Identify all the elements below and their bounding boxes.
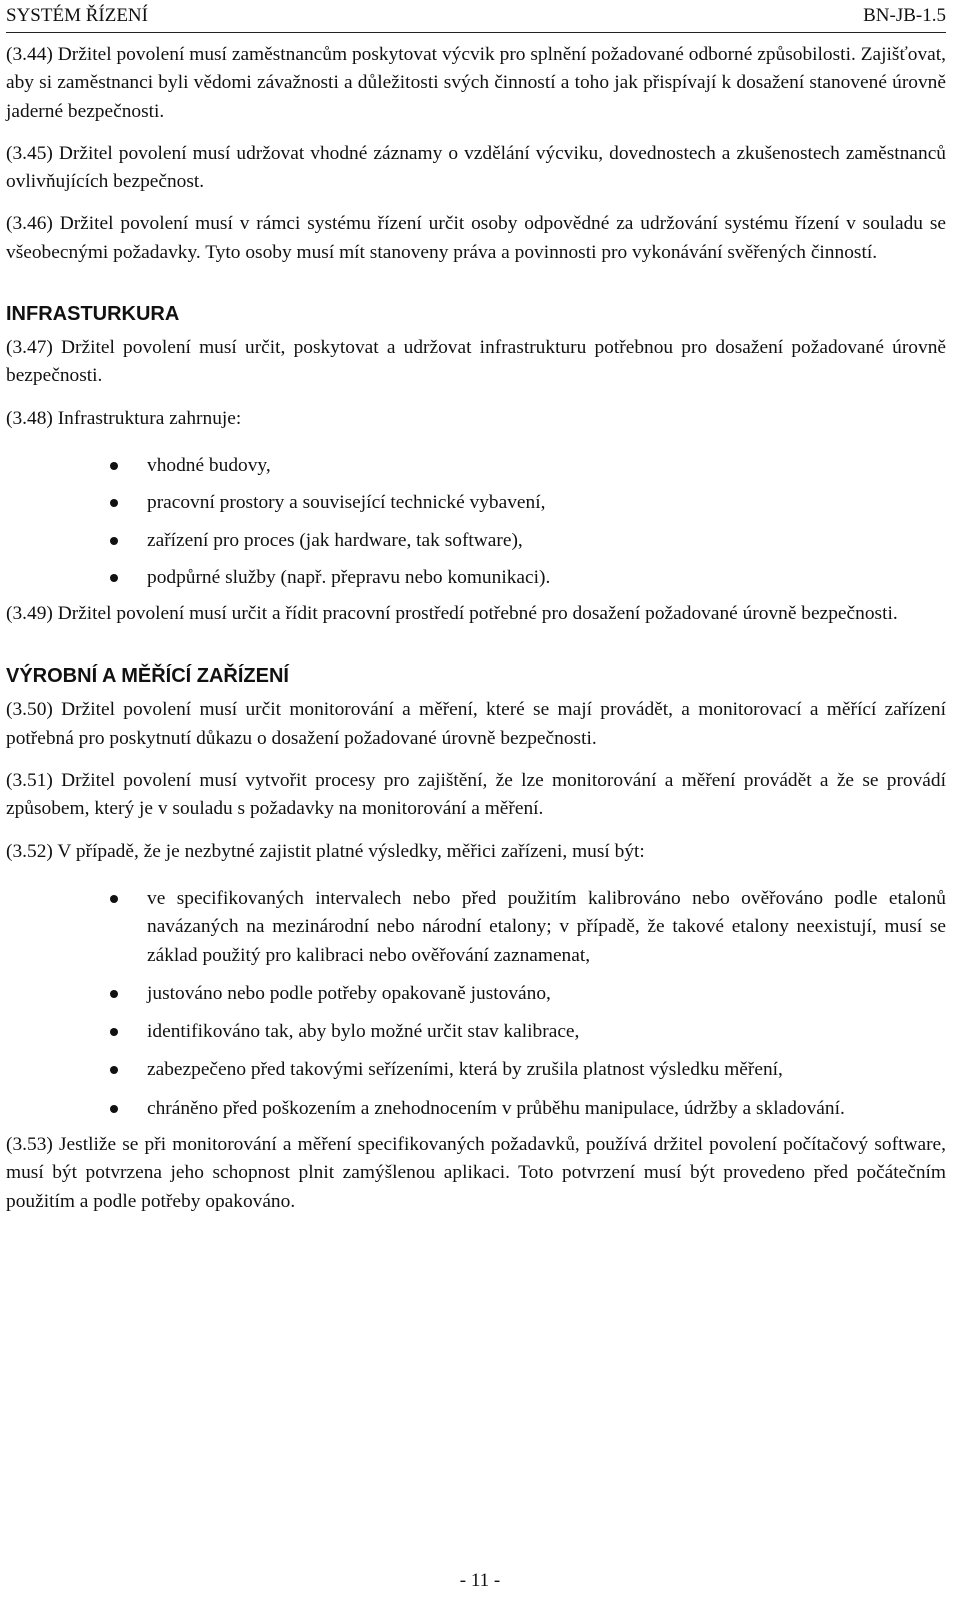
list-item: justováno nebo podle potřeby opakovaně justováno, [6,980,946,1008]
bullet-icon [110,990,118,998]
list-item: pracovní prostory a související technické vybavení, [6,489,946,517]
paragraph-3-53: (3.53) Jestliže se při monitorování a měření specifikovaných požadavků, používá držitel povolení počítačový software, musí být potvrzena jeho schopnost plnit zamýšlenou aplikaci. Toto potvrzení musí být provedeno před počátečním použitím a podle potřeby opakováno. [6,1134,946,1212]
list-item: zařízení pro proces (jak hardware, tak software), [6,527,946,555]
paragraph-3-48: (3.48) Infrastruktura zahrnuje: [6,407,242,429]
page-header [6,2,946,30]
list-item: zabezpečeno před takovými seřízeními, která by zrušila platnost výsledku měření, [6,1056,946,1084]
list-item: identifikováno tak, aby bylo možné určit stav kalibrace, [6,1018,946,1046]
paragraph-3-47: (3.47) Držitel povolení musí určit, poskytovat a udržovat infrastrukturu potřebnou pro dosažení požadované úrovně bezpečnosti. [6,337,946,387]
list-item: ve specifikovaných intervalech nebo před použitím kalibrováno nebo ověřováno podle etalonů navázaných na mezinárodní nebo národní etalony; v případě, že takové etalony neexistují, musí se základ použitý pro kalibraci nebo ověřování zaznamenat, [6,885,946,970]
header-title: SYSTÉM ŘÍZENÍ [6,5,148,26]
header-doc-code: BN-JB-1.5 [863,5,946,26]
paragraph-3-49: (3.49) Držitel povolení musí určit a řídit pracovní prostředí potřebné pro dosažení požadované úrovně bezpečnosti. [6,603,898,625]
section-heading-infrastructure: INFRASTURKURA [6,303,180,326]
bullet-icon [110,895,118,903]
measuring-equipment-list [6,885,946,1123]
paragraph-3-44: (3.44) Držitel povolení musí zaměstnancům poskytovat výcvik pro splnění požadované odborné způsobilosti. Zajišťovat, aby si zaměstnanci byli vědomi závažnosti a důležitosti svých činností a toho jak přispívají k dosažení stanovené úrovně jaderné bezpečnosti. [6,44,946,122]
paragraph-3-45: (3.45) Držitel povolení musí udržovat vhodné záznamy o vzdělání výcviku, dovednostech a zkušenostech zaměstnanců ovlivňujících bezpečnost. [6,142,946,193]
list-item: vhodné budovy, [6,452,946,480]
bullet-icon [110,1066,118,1074]
bullet-icon [110,1105,118,1113]
page-number: - 11 - [459,1570,501,1591]
header-rule [6,32,946,33]
bullet-icon [110,1028,118,1036]
paragraph-3-52: (3.52) V případě, že je nezbytné zajistit platné výsledky, měřici zařízeni, musí být: [6,840,645,862]
section-heading-measuring-equipment: VÝROBNÍ A MĚŘÍCÍ ZAŘÍZENÍ [6,665,289,688]
bullet-icon [110,574,118,582]
paragraph-3-46: (3.46) Držitel povolení musí v rámci systému řízení určit osoby odpovědné za udržování systému řízení v souladu se všeobecnými požadavky. Tyto osoby musí mít stanoveny práva a povinnosti pro vykonávání svěřených činností. [6,213,946,263]
list-item: podpůrné služby (např. přepravu nebo komunikaci). [6,564,946,592]
paragraph-3-50: (3.50) Držitel povolení musí určit monitorování a měření, které se mají provádět, a monitorovací a měřící zařízení potřebná pro poskytnutí důkazu o dosažení požadované úrovně bezpečnosti. [6,699,946,749]
bullet-icon [110,499,118,507]
paragraph-3-51: (3.51) Držitel povolení musí vytvořit procesy pro zajištění, že lze monitorování a měření provádět a že se provádí způsobem, který je v souladu s požadavky na monitorování a měření. [6,770,946,820]
list-item: chráněno před poškozením a znehodnocením v průběhu manipulace, údržby a skladování. [6,1095,946,1123]
bullet-icon [110,537,118,545]
bullet-icon [110,462,118,470]
document-body [6,41,946,1216]
infrastructure-list [6,452,946,592]
